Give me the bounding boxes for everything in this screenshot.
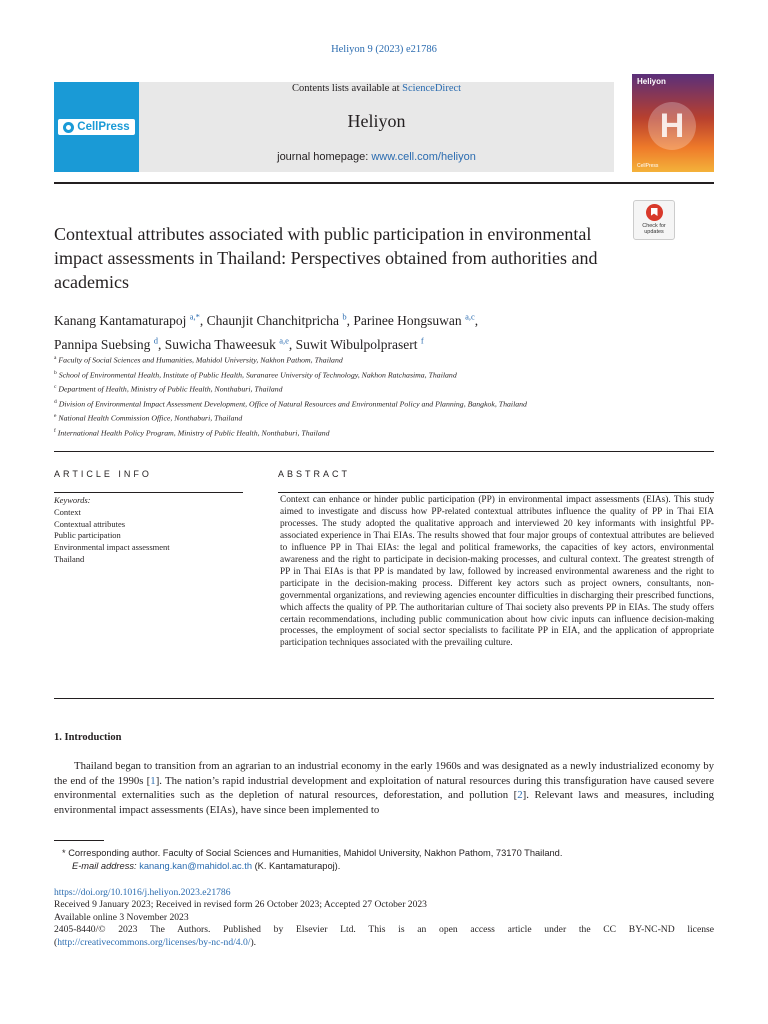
keyword: Contextual attributes bbox=[54, 518, 126, 529]
email-label: E-mail address: bbox=[72, 861, 137, 871]
license-link[interactable]: http://creativecommons.org/licenses/by-nc-nd/4.0/ bbox=[57, 936, 251, 948]
check-updates-line1: Check for bbox=[642, 223, 666, 229]
author-name[interactable]: Suwicha Thaweesuk bbox=[164, 337, 276, 352]
keywords-block bbox=[54, 495, 244, 566]
author-affiliation-mark[interactable]: a,e bbox=[279, 335, 289, 346]
email-link[interactable]: kanang.kan@mahidol.ac.th bbox=[139, 861, 252, 871]
license-line: 2405-8440/© 2023 The Authors. Published by Elsevier Ltd. This is an open access article under the CC BY-NC-ND license bbox=[54, 924, 714, 936]
bookmark-icon bbox=[646, 204, 663, 221]
article-info-label: ARTICLE INFO bbox=[54, 469, 152, 479]
author[interactable] bbox=[296, 337, 424, 352]
author-separator: , bbox=[346, 312, 354, 328]
section-heading-introduction: 1. Introduction bbox=[54, 732, 122, 743]
publication-info bbox=[54, 887, 714, 949]
license-close: ). bbox=[250, 936, 257, 948]
keyword: Public participation bbox=[54, 530, 121, 541]
cover-h-logo-icon bbox=[648, 102, 696, 150]
email-line bbox=[62, 860, 712, 873]
doi-link[interactable]: https://doi.org/10.1016/j.heliyon.2023.e21786 bbox=[54, 887, 231, 898]
author-name[interactable]: Kanang Kantamaturapoj bbox=[54, 312, 187, 328]
check-for-updates-button[interactable] bbox=[633, 200, 675, 240]
journal-name: Heliyon bbox=[347, 111, 406, 131]
keyword-list bbox=[54, 507, 244, 566]
abstract-bottom-divider bbox=[54, 698, 714, 699]
check-updates-label bbox=[634, 223, 674, 235]
author-list bbox=[54, 306, 654, 355]
cellpress-logo-text: CellPress bbox=[77, 121, 130, 133]
affiliation-mark: e bbox=[54, 413, 57, 420]
corresponding-author-note: * Corresponding author. Faculty of Social Sciences and Humanities, Mahidol University, Nakhon Pathom, 73170 Thailand. bbox=[62, 848, 563, 858]
cover-title: Heliyon bbox=[637, 77, 666, 86]
author[interactable] bbox=[54, 313, 207, 328]
affiliation-text: School of Environmental Health, Institute of Public Health, Suranaree University of Technology, Nakhon Ratchasima, Thailand bbox=[58, 370, 457, 380]
keyword: Context bbox=[54, 506, 81, 517]
author-name[interactable]: Chaunjit Chanchitpricha bbox=[206, 312, 339, 328]
affiliation bbox=[54, 425, 624, 440]
author-affiliation-mark[interactable]: f bbox=[420, 335, 424, 346]
author[interactable] bbox=[54, 337, 165, 352]
affiliation-mark: c bbox=[54, 384, 57, 391]
author[interactable] bbox=[165, 337, 296, 352]
author-affiliation-mark[interactable]: a,* bbox=[189, 311, 200, 321]
homepage-prefix: journal homepage: bbox=[277, 151, 372, 163]
citation-link-1[interactable]: 1 bbox=[150, 774, 156, 787]
affiliation bbox=[54, 410, 624, 425]
affiliation-mark: d bbox=[54, 398, 57, 405]
masthead-center bbox=[139, 82, 614, 172]
footnotes bbox=[62, 847, 712, 873]
intro-text-part3: ]. Relevant laws and measures, including environmental impact assessments (EIAs), have since been implemented to bbox=[54, 789, 715, 816]
affiliation-text: Department of Health, Ministry of Public Health, Nonthaburi, Thailand bbox=[58, 384, 283, 394]
available-online: Available online 3 November 2023 bbox=[54, 911, 189, 923]
footnote-divider bbox=[54, 840, 104, 841]
intro-text-part1: Thailand began to transition from an agrarian to an industrial economy in the early 1960s and was designated as a newly industrialized economy by the end of the 1990s [ bbox=[54, 760, 714, 787]
cover-footer: CellPress bbox=[637, 163, 659, 169]
abstract-text: Context can enhance or hinder public participation (PP) in environmental impact assessments (EIAs). This study aimed to investigate and discuss how PP-related contextual attributes influence the quality of PP in Thai EIA processes. The study adopted the qualitative approach and interviewed 20 key informants with insightful PP-associated experience in Thai EIAs. The results showed that four major groups of contextual attributes are believed to influence PP in Thai EIAs: the legal and political frameworks, the capacities of key actors, environmental awareness and the right to participate in decision-making processes, and cultural context. The greatest strength of PP in Thai EIAs is that PP is mandated by law, followed by increased environmental awareness and the right to participate in the decision-making process. Different key actors such as project owners, consultants, non-governmental organizations, and reviewing agencies encounter difficulties in discharging their prescribed functions, which affects the quality of PP. The authoritarian culture of Thai society also prevents PP in EIAs. The study offers certain recommendations, including public communication about how civic inputs can influence decision-making processes, the employment of social sector specialists to facilitate PP in EIA, and the application of appropriate participation techniques associated with the prevailing culture. bbox=[280, 495, 714, 649]
author-separator: , bbox=[199, 312, 207, 328]
cellpress-logo-panel[interactable] bbox=[54, 82, 139, 172]
masthead-divider bbox=[54, 182, 714, 184]
affiliation-text: International Health Policy Program, Ministry of Public Health, Nonthaburi, Thailand bbox=[57, 428, 330, 438]
author-separator: , bbox=[288, 337, 296, 352]
author-name[interactable]: Pannipa Suebsing bbox=[54, 337, 151, 352]
sciencedirect-link[interactable]: ScienceDirect bbox=[402, 83, 462, 94]
author[interactable] bbox=[353, 313, 478, 328]
article-info-rule bbox=[54, 492, 243, 493]
affiliation-mark: f bbox=[54, 427, 56, 434]
header-divider bbox=[54, 451, 714, 452]
cover-letter: H bbox=[659, 106, 685, 145]
affiliation bbox=[54, 367, 624, 382]
author-affiliation-mark[interactable]: b bbox=[342, 311, 347, 321]
journal-cover-image[interactable] bbox=[632, 74, 714, 172]
license-url-line bbox=[54, 937, 714, 949]
affiliation bbox=[54, 396, 624, 411]
author-separator: , bbox=[158, 337, 165, 352]
author[interactable] bbox=[207, 313, 354, 328]
affiliation-text: Division of Environmental Impact Assessment Development, Office of Natural Resources and Environmental Policy and Planning, Bangkok, Thailand bbox=[58, 399, 527, 409]
affiliation-text: National Health Commission Office, Nonthaburi, Thailand bbox=[58, 413, 243, 423]
affiliation-text: Faculty of Social Sciences and Humanities, Mahidol University, Nakhon Pathom, Thailand bbox=[58, 355, 343, 365]
contents-line bbox=[139, 83, 614, 94]
author-separator: , bbox=[474, 312, 479, 328]
check-updates-line2: updates bbox=[644, 229, 664, 235]
intro-text-part2: ]. The nation’s rapid industrial development and exploitation of natural resources during this transfiguration have caused severe environmental externalities such as the depletion of natural resources, deforestation, and pollution [ bbox=[54, 774, 715, 802]
affiliation-list bbox=[54, 352, 624, 440]
author-affiliation-mark[interactable]: d bbox=[153, 335, 158, 346]
email-suffix: (K. Kantamaturapoj). bbox=[252, 861, 341, 871]
affiliation bbox=[54, 381, 624, 396]
journal-masthead bbox=[54, 77, 714, 172]
received-dates: Received 9 January 2023; Received in revised form 26 October 2023; Accepted 27 October 2023 bbox=[54, 899, 427, 911]
article-title: Contextual attributes associated with public participation in environmental impact assessments in Thailand: Perspectives obtained from authorities and academics bbox=[54, 224, 598, 292]
contents-prefix: Contents lists available at bbox=[291, 83, 403, 94]
keyword: Environmental impact assessment bbox=[54, 542, 170, 553]
affiliation bbox=[54, 352, 624, 367]
introduction-paragraph bbox=[54, 759, 714, 817]
abstract-label: ABSTRACT bbox=[278, 469, 351, 479]
citation-link-2[interactable]: 2 bbox=[517, 789, 523, 802]
cellpress-mark-icon bbox=[63, 122, 74, 133]
author-name[interactable]: Suwit Wibulpolprasert bbox=[295, 337, 418, 352]
author-name[interactable]: Parinee Hongsuwan bbox=[353, 312, 462, 328]
cellpress-logo bbox=[58, 119, 134, 135]
keywords-label: Keywords: bbox=[54, 495, 91, 505]
affiliation-mark: a bbox=[54, 355, 57, 361]
license-open: ( bbox=[54, 936, 58, 948]
abstract-rule bbox=[278, 492, 714, 493]
affiliation-mark: b bbox=[54, 369, 57, 376]
author-affiliation-mark[interactable]: a,c bbox=[465, 311, 475, 321]
keyword: Thailand bbox=[54, 553, 85, 564]
homepage-line bbox=[139, 151, 614, 163]
homepage-link[interactable]: www.cell.com/heliyon bbox=[371, 151, 476, 163]
journal-reference[interactable]: Heliyon 9 (2023) e21786 bbox=[331, 44, 437, 55]
